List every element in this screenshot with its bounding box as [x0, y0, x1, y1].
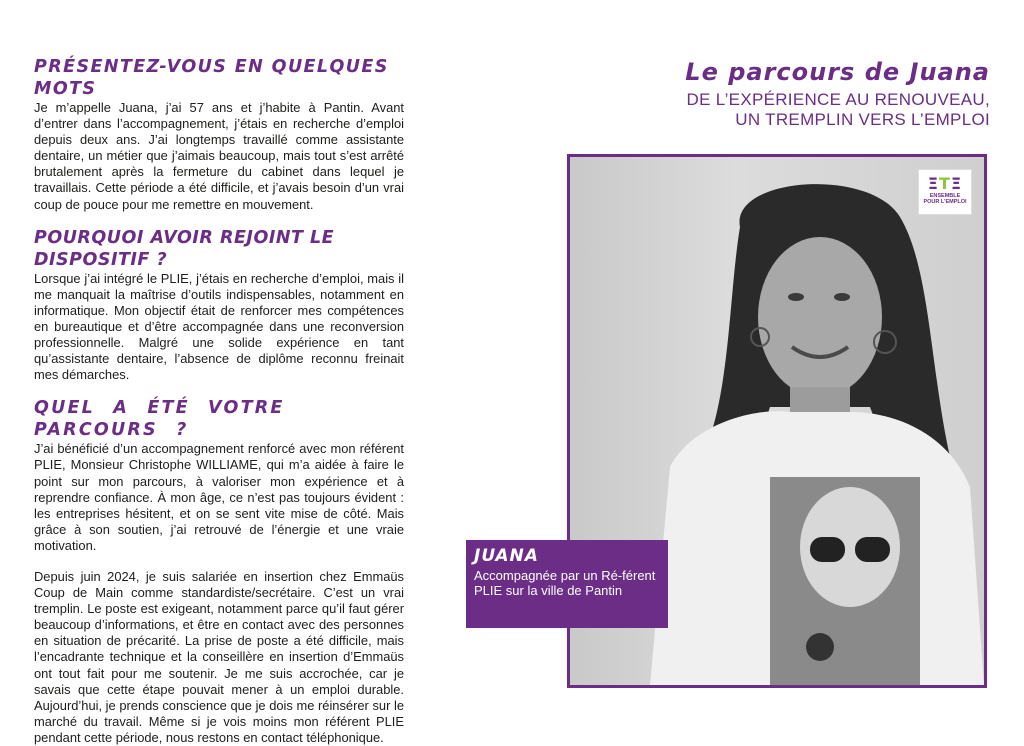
section-title-motivation: POURQUOI AVOIR REJOINT LE DISPOSITIF ?	[34, 227, 335, 270]
section-text-motivation: Lorsque j’ai intégré le PLIE, j’étais en recherche d’emploi, mais il me manquait la maîtrise d’outils indispensables, notamment en informatique. Mon objectif était de renforcer mes compétences en bureautique et d’être accompagnée dans une reconversion professionnelle. Malgré une solide expérience en tant qu’assistante dentaire, l’absence de diplôme reconnu freinait mes démarches.	[34, 270, 404, 383]
logo-text-line2: POUR L’EMPLOI	[923, 199, 967, 205]
ensemble-pour-emploi-logo	[918, 169, 972, 215]
section-text-parcours: J’ai bénéficié d’un accompagnement renforcé avec mon référent PLIE, Monsieur Christophe WILLIAME, qui m’a aidée à faire le point sur mon parcours, à valoriser mon expérience et à reprendre confiance. À mon âge, ce n’est pas toujours évident : les entreprises hésitent, et on se sent vite mise de côté. Mais grâce à son soutien, j’ai retrouvé de l’énergie et une vraie motivation.	[34, 441, 404, 553]
section-title-presentation: PRÉSENTEZ-VOUS EN QUELQUES MOTS	[34, 57, 389, 99]
section-text-presentation: Je m’appelle Juana, j’ai 57 ans et j’habite à Pantin. Avant d’entrer dans l’accompagnement, j’étais en recherche d’emploi depuis deux ans. J’ai longtemps travaillé comme assistante dentaire, un métier que j’aimais beaucoup, mais tout s’est arrêté brutalement après la fermeture du cabinet dans lequel je travaillais. Cette période a été difficile, et j’avais besoin d’un vrai coup de pouce pour me remettre en mouvement.	[34, 100, 404, 212]
caption-name: JUANA	[474, 546, 539, 566]
section-title-parcours: QUEL A ÉTÉ VOTRE PARCOURS ?	[34, 398, 285, 441]
caption-text: Accompagnée par un Ré-férent PLIE sur la ville de Pantin	[474, 568, 656, 598]
page-title: Le parcours de Juana	[685, 58, 990, 86]
logo-text-line1: ENSEMBLE	[929, 193, 961, 199]
logo-mark-icon: ΞTΞ	[927, 174, 963, 193]
section-text-parcours-2: Depuis juin 2024, je suis salariée en insertion chez Emmaüs Coup de Main comme standardiste/secrétaire. C’est un vrai tremplin. Le poste est exigeant, notamment parce qu’il faut gérer beaucoup d’informations, et être en contact avec des personnes en situation de précarité. La prise de poste a été difficile, mais l’encadrante technique et la conseillère en insertion d’Emmaüs ont tout fait pour me soutenir. Je me suis accrochée, car je savais que cette étape pouvait mener à un emploi durable. Aujourd’hui, je prends conscience que je dois me réinsérer sur le marché du travail. Même si je vois moins mon référent PLIE pendant cette période, nous restons en contact téléphonique.	[34, 568, 404, 745]
photo-caption	[466, 540, 668, 628]
page-subtitle-line1: DE L’EXPÉRIENCE AU RENOUVEAU,	[686, 90, 990, 109]
page-subtitle-line2: UN TREMPLIN VERS L’EMPLOI	[735, 110, 990, 129]
page-header	[570, 58, 990, 130]
left-column	[34, 56, 404, 746]
